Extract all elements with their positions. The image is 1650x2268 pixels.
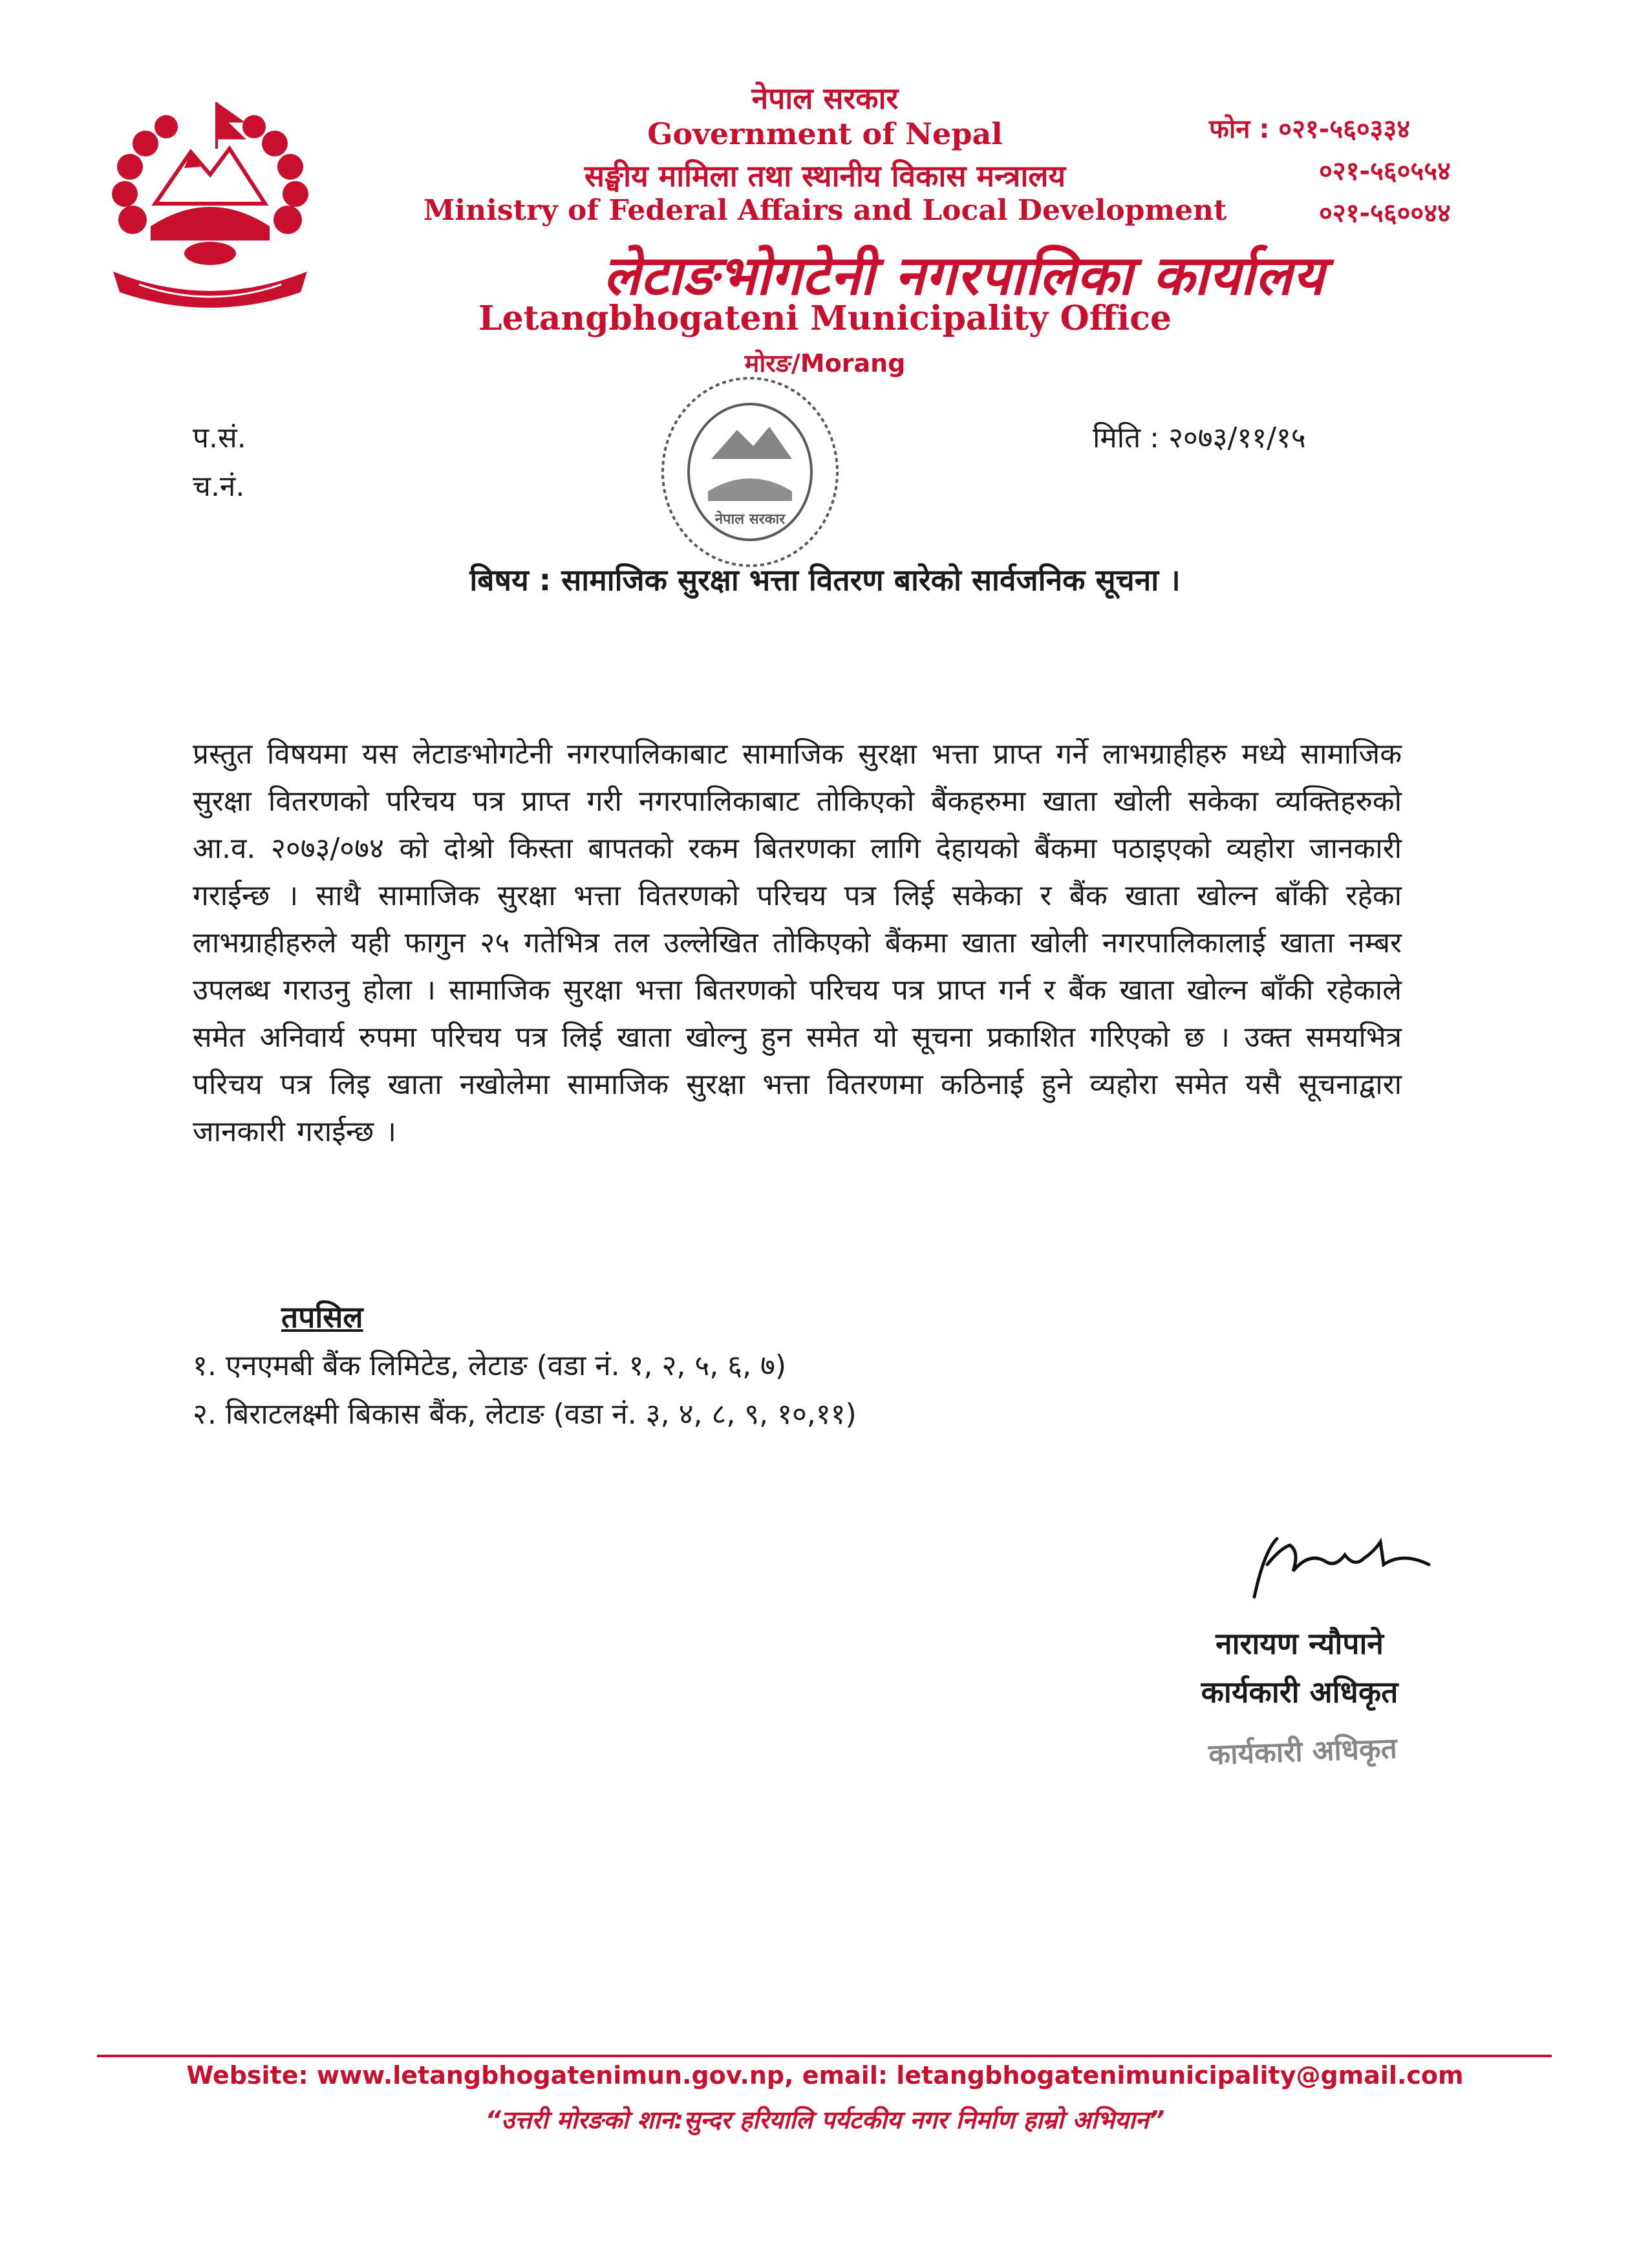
bank-list-item-1: १. एनएमबी बैंक लिमिटेड, लेटाङ (वडा नं. १, २, ५, ६, ७) — [193, 1349, 787, 1382]
letter-subject: बिषय : सामाजिक सुरक्षा भत्ता वितरण बारेको सार्वजनिक सूचना । — [469, 562, 1181, 597]
signatory-stamp: कार्यकारी अधिकृत — [1208, 1731, 1398, 1772]
header-govt-english: Government of Nepal — [647, 116, 1003, 151]
handwritten-signature-icon — [1228, 1526, 1448, 1610]
header-ministry-english: Ministry of Federal Affairs and Local Development — [423, 194, 1227, 227]
phone-number-3: ०२१-५६००४४ — [1319, 198, 1451, 228]
header-district: मोरङ/Morang — [744, 349, 906, 378]
office-seal-text: नेपाल सरकार — [714, 511, 786, 528]
footer-divider — [97, 2055, 1552, 2057]
reference-ps: प.सं. — [193, 422, 246, 455]
reference-cn: च.नं. — [193, 470, 245, 503]
footer-contact: Website: www.letangbhogatenimun.gov.np, email: letangbhogatenimunicipality@gmail.com — [186, 2061, 1464, 2090]
office-seal-icon — [653, 369, 847, 575]
phone-line-1 — [1209, 110, 1571, 145]
header-ministry-nepali: सङ्घीय मामिला तथा स्थानीय विकास मन्त्रालय — [584, 158, 1066, 193]
bank-list-item-2: २. बिराटलक्ष्मी बिकास बैंक, लेटाङ (वडा नं. ३, ४, ८, ९, १०,११) — [193, 1398, 857, 1431]
letter-date: मिति : २०७३/११/१५ — [1093, 422, 1306, 455]
header-office-nepali: लेटाङभोगटेनी नगरपालिका कार्यालय — [603, 244, 1325, 307]
footer-slogan: “उत्तरी मोरङको शान:सुन्दर हरियालि पर्यटकीय नगर निर्माण हाम्रो अभियान” — [485, 2106, 1165, 2134]
tapsil-heading: तपसिल — [281, 1300, 363, 1334]
phone-number-1: ०२१-५६०३३४ — [1278, 114, 1411, 144]
signatory-title: कार्यकारी अधिकृत — [1201, 1674, 1398, 1709]
header-govt-nepali: नेपाल सरकार — [751, 81, 899, 116]
phone-label: फोन : — [1209, 114, 1270, 144]
phone-number-2: ०२१-५६०५५४ — [1319, 156, 1451, 186]
header-office-english: Letangbhogateni Municipality Office — [478, 299, 1172, 338]
letter-body: प्रस्तुत विषयमा यस लेटाङभोगटेनी नगरपालिकाबाट सामाजिक सुरक्षा भत्ता प्राप्त गर्ने लाभग्राहीहरु मध्ये सामाजिक सुरक्षा वितरणको परिचय पत्र प्राप्त गरी नगरपालिकाबाट तोकिएको बैंकहरुमा खाता खोली सकेका व्यक्तिहरुको आ.व. २०७३/०७४ को दोश्रो किस्ता बापतको रकम बितरणका लागि देहायको बैंकमा पठाइएको व्यहोरा जानकारी गराईन्छ । साथै सामाजिक सुरक्षा भत्ता वितरणको परिचय पत्र लिई सकेका र बैंक खाता खोल्न बाँकी रहेका लाभग्राहीहरुले यही फागुन २५ गतेभित्र तल उल्लेखित तोकिएको बैंकमा खाता खोली नगरपालिकालाई खाता नम्बर उपलब्ध गराउनु होला । सामाजिक सुरक्षा भत्ता बितरणको परिचय पत्र प्राप्त गर्न र बैंक खाता खोल्न बाँकी रहेकाले समेत अनिवार्य रुपमा परिचय पत्र लिई खाता खोल्नु हुन समेत यो सूचना प्रकाशित गरिएको छ । उक्त समयभित्र परिचय पत्र लिइ खाता नखोलेमा सामाजिक सुरक्षा भत्ता वितरणमा कठिनाई हुने व्यहोरा समेत यसै सूचनाद्वारा जानकारी गराईन्छ । — [193, 738, 1402, 1148]
signatory-name: नारायण न्यौपाने — [1216, 1626, 1384, 1661]
